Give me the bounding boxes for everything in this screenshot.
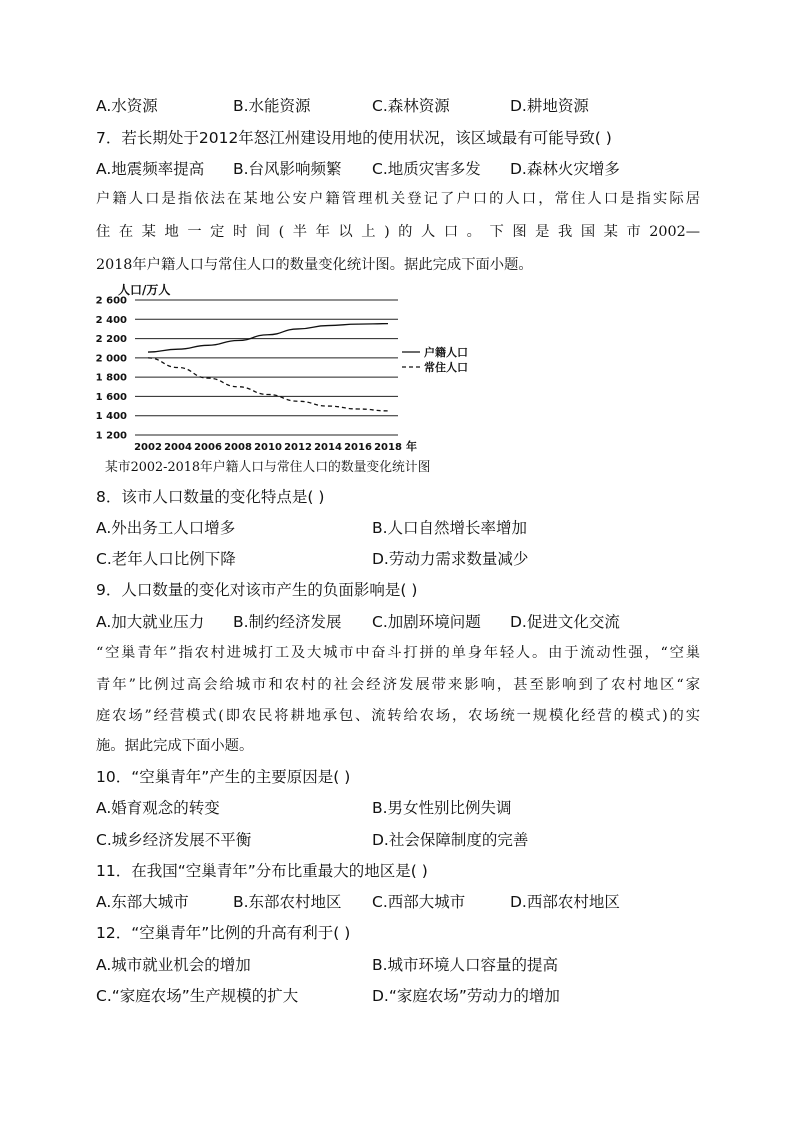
- q12-stem: 12．“空巢青年”比例的升高有利于( ): [96, 924, 351, 942]
- q8-stem: 8．该市人口数量的变化特点是( ): [96, 488, 325, 506]
- y-tick-label: 1 400: [96, 411, 127, 423]
- y-tick-label: 2 000: [96, 353, 127, 365]
- y-tick-label: 1 800: [96, 372, 127, 384]
- chart-caption: 某市2002-2018年户籍人口与常住人口的数量变化统计图: [105, 460, 431, 475]
- q7-option-a: A.地震频率提高: [96, 160, 205, 178]
- chart-series: [148, 324, 388, 411]
- q10-option-d: D.社会保障制度的完善: [372, 831, 529, 849]
- q7-stem: 7．若长期处于2012年怒江州建设用地的使用状况，该区域最有可能导致( ): [96, 129, 612, 147]
- series-line-1: [148, 358, 388, 411]
- q11-option-a: A.东部大城市: [96, 893, 189, 911]
- q6-option-b: B.水能资源: [233, 97, 311, 115]
- y-tick-label: 2 400: [96, 314, 127, 326]
- x-tick-label: 2014: [314, 442, 342, 453]
- q11-option-c: C.西部大城市: [372, 893, 466, 911]
- q9-stem: 9．人口数量的变化对该市产生的负面影响是( ): [96, 581, 418, 599]
- material2-line1: “空巢青年”指农村进城打工及大城市中奋斗打拼的单身年轻人。由于流动性强，“空巢: [96, 645, 700, 661]
- q8-option-d: D.劳动力需求数量减少: [372, 550, 529, 568]
- material1-line1: 户籍人口是指依法在某地公安户籍管理机关登记了户口的人口，常住人口是指实际居: [96, 191, 700, 207]
- q12-option-d: D.“家庭农场”劳动力的增加: [372, 987, 560, 1005]
- material2-line2: 青年”比例过高会给城市和农村的社会经济发展带来影响，甚至影响到了农村地区“家: [96, 677, 700, 693]
- y-tick-label: 2 600: [96, 295, 127, 307]
- population-line-chart: [96, 282, 486, 460]
- material1-line3: 2018年户籍人口与常住人口的数量变化统计图。据此完成下面小题。: [96, 257, 533, 273]
- series-line-0: [148, 324, 388, 352]
- q8-option-a: A.外出务工人口增多: [96, 519, 236, 537]
- q9-option-c: C.加剧环境问题: [372, 613, 481, 631]
- q10-stem: 10．“空巢青年”产生的主要原因是( ): [96, 768, 351, 786]
- q7-option-d: D.森林火灾增多: [510, 160, 620, 178]
- x-tick-label: 2018: [374, 442, 402, 453]
- q9-option-b: B.制约经济发展: [233, 613, 342, 631]
- q7-option-c: C.地质灾害多发: [372, 160, 481, 178]
- legend-label-huji: 户籍人口: [424, 346, 468, 359]
- q10-option-c: C.城乡经济发展不平衡: [96, 831, 252, 849]
- q8-option-c: C.老年人口比例下降: [96, 550, 236, 568]
- legend-label-changzhu: 常住人口: [424, 361, 468, 374]
- material1-line2: 住在某地一定时间(半年以上)的人口。下图是我国某市2002—: [96, 224, 700, 240]
- y-axis-label: 人口/万人: [118, 283, 171, 297]
- chart-legend: [402, 345, 468, 374]
- x-axis-unit: 年: [406, 440, 417, 453]
- q12-option-b: B.城市环境人口容量的提高: [372, 956, 559, 974]
- q10-option-b: B.男女性别比例失调: [372, 799, 512, 817]
- y-tick-label: 1 200: [96, 430, 127, 442]
- q11-stem: 11．在我国“空巢青年”分布比重最大的地区是( ): [96, 862, 428, 880]
- x-tick-label: 2006: [194, 442, 222, 453]
- q9-option-d: D.促进文化交流: [510, 613, 620, 631]
- y-tick-label: 2 200: [96, 334, 127, 346]
- q6-option-c: C.森林资源: [372, 97, 450, 115]
- q10-option-a: A.婚育观念的转变: [96, 799, 220, 817]
- q12-option-a: A.城市就业机会的增加: [96, 956, 251, 974]
- material2-line3: 庭农场”经营模式(即农民将耕地承包、流转给农场，农场统一规模化经营的模式)的实: [96, 708, 700, 724]
- y-tick-label: 1 600: [96, 391, 127, 403]
- q9-option-a: A.加大就业压力: [96, 613, 205, 631]
- q6-option-d: D.耕地资源: [510, 97, 589, 115]
- x-tick-label: 2008: [224, 442, 252, 453]
- x-tick-label: 2016: [344, 442, 372, 453]
- x-tick-label: 2012: [284, 442, 312, 453]
- x-tick-labels: [134, 442, 402, 453]
- x-tick-label: 2004: [164, 442, 192, 453]
- q8-option-b: B.人口自然增长率增加: [372, 519, 528, 537]
- q7-option-b: B.台风影响频繁: [233, 160, 342, 178]
- y-tick-labels: [96, 296, 127, 442]
- x-tick-label: 2010: [254, 442, 282, 453]
- q6-option-a: A.水资源: [96, 97, 158, 115]
- x-tick-label: 2002: [134, 442, 162, 453]
- q11-option-b: B.东部农村地区: [233, 893, 342, 911]
- q11-option-d: D.西部农村地区: [510, 893, 620, 911]
- q12-option-c: C.“家庭农场”生产规模的扩大: [96, 987, 299, 1005]
- material2-line4: 施。据此完成下面小题。: [96, 738, 254, 754]
